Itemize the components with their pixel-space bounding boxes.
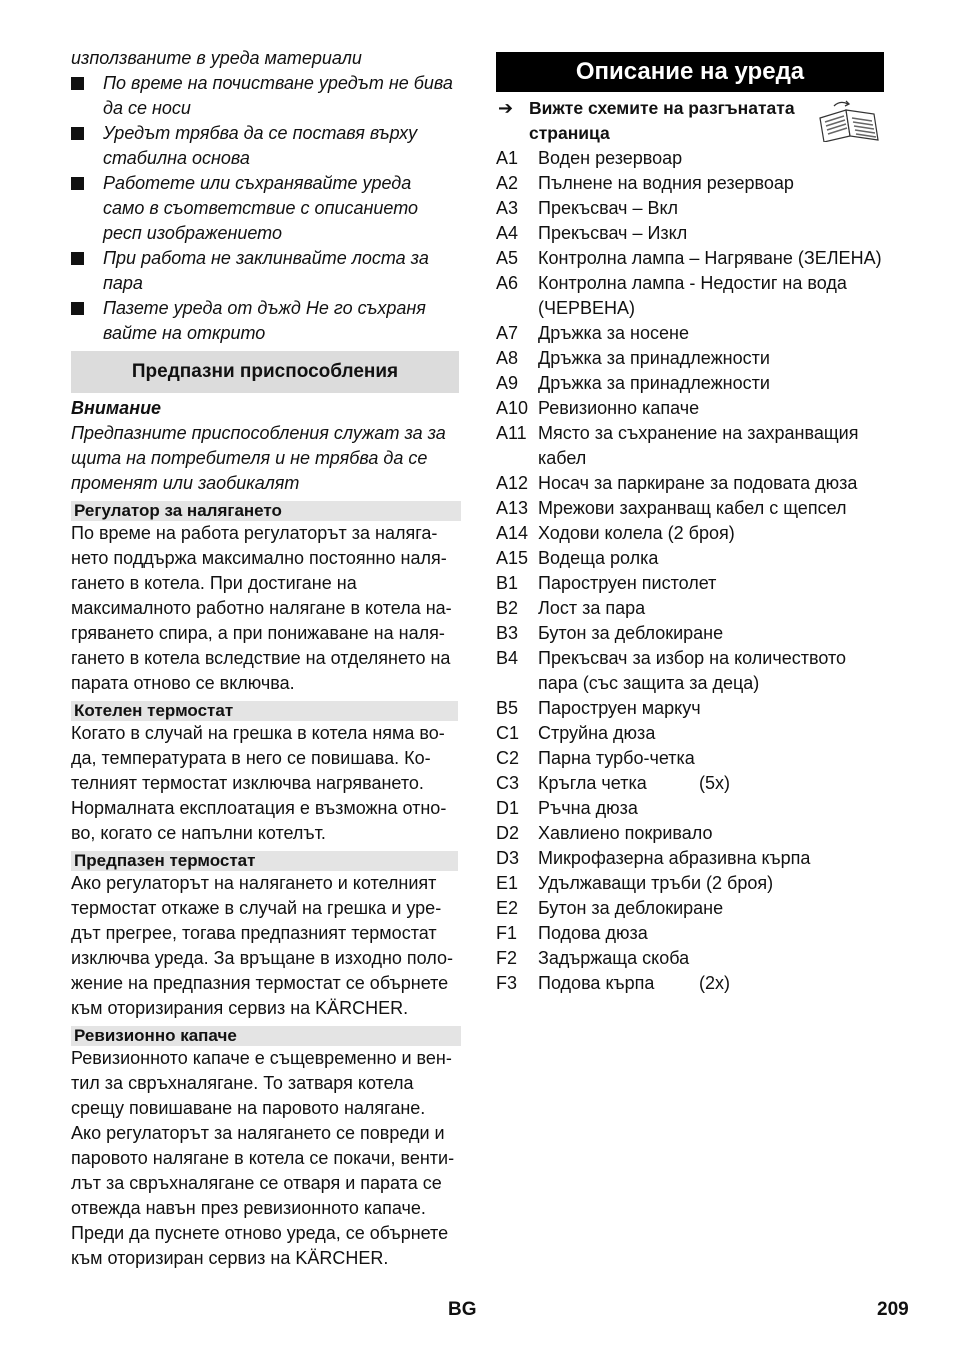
body-line: изключва уреда. За връщане в изходно поло- [71,948,453,968]
part-code: D2 [496,823,520,843]
body-line: Ако регулаторът на налягането и котелният [71,873,437,893]
part-code: F2 [496,948,518,968]
body-line: Нормалната експлоатация е възможна отно- [71,798,447,818]
part-code: B1 [496,573,519,593]
part-description: Ходови колела (2 броя) [538,523,735,543]
body-line: Когато в случай на грешка в котела няма во- [71,723,445,743]
language-code: BG [448,1299,477,1320]
part-description: Кръгла четка [538,773,647,793]
part-code: A5 [496,248,519,268]
body-line: дът прегрее, тогава предпазният термостат [71,923,437,943]
part-description: Място за съхранение на захранващия [538,423,859,443]
part-description: пара (със защита за деца) [538,673,760,693]
part-description: Прекъсвач – Вкл [538,198,679,218]
bullet-line: пара [103,273,143,293]
body-line: да, температурата в него се повишава. Ко- [71,748,431,768]
part-description: Бутон за деблокиране [538,623,724,643]
body-line: парата отново се включва. [71,673,295,693]
attention-line: Предпазните приспособления служат за за [71,423,446,443]
body-line: термостат откаже в случай на грешка и уре- [71,898,442,918]
part-description: Контролна лампа – Нагряване (ЗЕЛЕНА) [538,248,882,268]
part-description: Дръжка за принадлежности [538,348,770,368]
part-code: A4 [496,223,519,243]
part-code: A9 [496,373,519,393]
part-code: B4 [496,648,519,668]
part-code: A6 [496,273,519,293]
part-description: Мрежови захранващ кабел с щепсел [538,498,847,518]
bullet-line: Работете или съхранявайте уреда [103,173,412,193]
part-description: Пароструен маркуч [538,698,701,718]
bullet-square-icon [71,302,84,315]
bullet-line: да се носи [103,98,191,118]
bullet-square-icon [71,127,84,140]
part-code: A15 [496,548,529,568]
part-code: C1 [496,723,520,743]
body-line: телният термостат изключва нагряването. [71,773,424,793]
open-book-icon [816,100,884,142]
part-description: Дръжка за принадлежности [538,373,770,393]
body-line: максималното работно налягане в котела на- [71,598,452,618]
body-line: жение на предпазния термостат се обърнете [71,973,449,993]
part-code: B5 [496,698,519,718]
bullet-line: респ изображението [103,223,282,243]
attention-label: Внимание [71,398,162,418]
part-description: Хавлиено покривало [538,823,713,843]
body-line: тил за свръхналягане. То затваря котела [71,1073,414,1093]
body-line: нето поддържа максимално постоянно наля- [71,548,447,568]
safety-devices-heading: Предпазни приспособления [71,351,459,393]
part-description: Пълнене на водния резервоар [538,173,794,193]
body-line: срещу повишаване на паровото налягане. [71,1098,426,1118]
part-code: A3 [496,198,519,218]
part-description: Задържаща скоба [538,948,690,968]
part-code: A11 [496,423,527,443]
body-line: паровото налягане в котела се покачи, венти- [71,1148,455,1168]
part-description: (ЧЕРВЕНА) [538,298,636,318]
part-code: C2 [496,748,520,768]
body-line: към оторизиран сервиз на KÄRCHER. [71,1248,389,1268]
part-code: F3 [496,973,518,993]
bullet-square-icon [71,177,84,190]
part-code: A14 [496,523,529,543]
body-line: Ако регулаторът за налягането се повреди и [71,1123,445,1143]
device-description-title: Описание на уреда [496,52,884,92]
part-description: кабел [538,448,587,468]
part-code: D3 [496,848,520,868]
part-description: Прекъсвач – Изкл [538,223,688,243]
part-code: B3 [496,623,519,643]
arrow-right-icon: ➔ [498,98,514,118]
inspection-cover-heading: Ревизионно капаче [71,1026,461,1046]
part-description: Пароструен пистолет [538,573,717,593]
part-description: Подова дюза [538,923,648,943]
part-code: B2 [496,598,519,618]
bullet-line: само в съответствие с описанието [103,198,419,218]
part-quantity: (2x) [699,973,730,993]
part-code: C3 [496,773,520,793]
part-description: Удължаващи тръби (2 броя) [538,873,774,893]
body-line: во, когато се напълни котелът. [71,823,326,843]
pressure-regulator-heading: Регулатор за налягането [71,501,461,521]
part-code: A8 [496,348,519,368]
part-description: Дръжка за носене [538,323,689,343]
bullet-line: стабилна основа [103,148,250,168]
part-description: Бутон за деблокиране [538,898,724,918]
body-line: към оторизирания сервиз на KÄRCHER. [71,998,409,1018]
part-description: Ревизионно капаче [538,398,700,418]
bullet-line: По време на почистване уредът не бива [103,73,453,93]
part-code: A2 [496,173,519,193]
part-code: A12 [496,473,529,493]
bullet-line: При работа не заклинвайте лоста за [103,248,429,268]
part-description: Прекъсвач за избор на количеството [538,648,847,668]
part-code: A7 [496,323,519,343]
part-description: Подова кърпа [538,973,655,993]
part-code: F1 [496,923,518,943]
see-diagrams-note: Вижте схемите на разгънатата [529,98,795,118]
body-line: По време на работа регулаторът за наляга- [71,523,438,543]
part-code: A10 [496,398,529,418]
part-description: Микрофазерна абразивна кърпа [538,848,811,868]
part-code: E2 [496,898,519,918]
attention-line: променят или заобикалят [71,473,300,493]
bullet-line: Пазете уреда от дъжд Не го съхраня [103,298,426,318]
bullet-square-icon [71,77,84,90]
boiler-thermostat-heading: Котелен термостат [71,701,458,721]
part-description: Струйна дюза [538,723,656,743]
bullet-line: Уредът трябва да се поставя върху [103,123,418,143]
body-line: гането в котела. При достигане на [71,573,357,593]
part-description: Парна турбо-четка [538,748,695,768]
part-description: Лост за пара [538,598,646,618]
part-description: Контролна лампа - Недостиг на вода [538,273,847,293]
part-description: Ръчна дюза [538,798,638,818]
part-code: A13 [496,498,529,518]
part-description: Воден резервоар [538,148,683,168]
part-code: E1 [496,873,519,893]
body-line: отвежда навън през ревизионното капаче. [71,1198,426,1218]
body-line: гането в котела вследствие на отделянето на [71,648,451,668]
body-line: лът за свръхналягане се отваря и парата се [71,1173,442,1193]
intro-line: използваните в уреда материали [71,48,362,68]
part-description: Водеща ролка [538,548,659,568]
body-line: Преди да пуснете отново уреда, се обърнете [71,1223,449,1243]
page-number: 209 [877,1299,909,1320]
part-quantity: (5x) [699,773,730,793]
bullet-square-icon [71,252,84,265]
attention-line: щита на потребителя и не трябва да се [71,448,428,468]
part-description: Носач за паркиране за подовата дюза [538,473,858,493]
see-diagrams-note: страница [529,123,610,143]
body-line: гряването спира, а при понижаване на наля- [71,623,445,643]
part-code: A1 [496,148,519,168]
safety-thermostat-heading: Предпазен термостат [71,851,458,871]
part-code: D1 [496,798,520,818]
body-line: Ревизионното капаче е същевременно и вен- [71,1048,452,1068]
bullet-line: вайте на открито [103,323,266,343]
